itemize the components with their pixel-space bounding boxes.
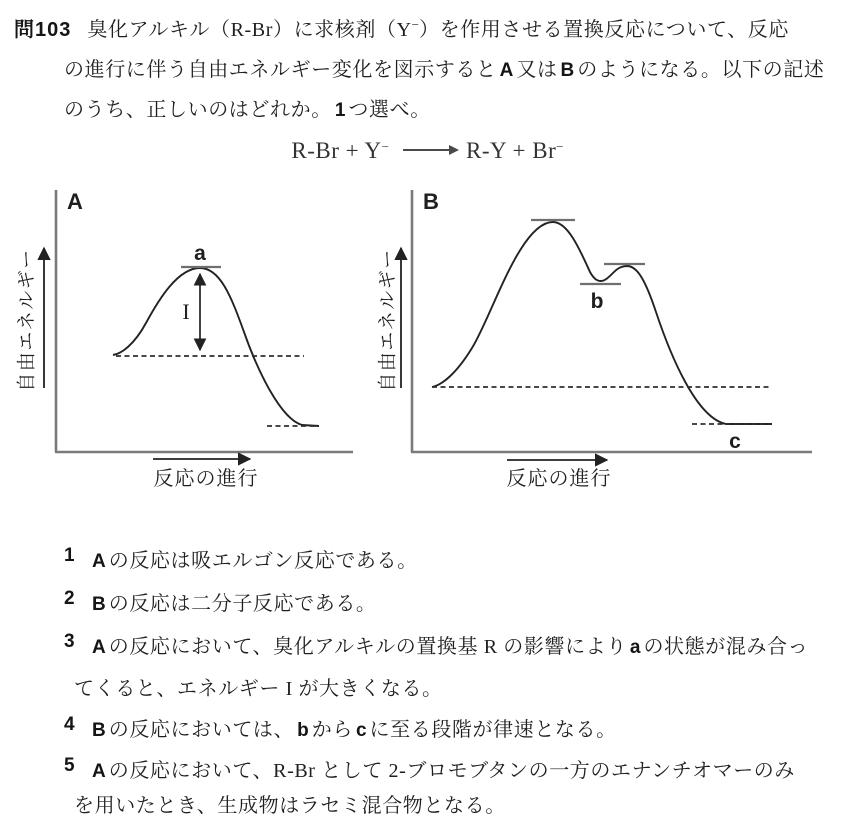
question-line-1 [14, 13, 789, 42]
option-5-number: 5 [64, 755, 75, 776]
option-text: てくると、エネルギー I が大きくなる。 [74, 678, 443, 700]
energy-curve-B [432, 222, 772, 424]
option-text: に至る段階が律速となる。 [369, 719, 617, 741]
option-text: の反応において、R-Br として 2-ブロモブタンの一方のエナンチオマーのみ [108, 760, 795, 782]
option-text: の状態が混み合っ [643, 636, 809, 658]
diagram-ref: A [92, 761, 106, 782]
long-right-arrow-icon [403, 149, 457, 151]
y-axis-label: 自由エネルギー [377, 248, 399, 392]
diagram-ref: B [92, 720, 106, 741]
option-1-number: 1 [64, 545, 75, 566]
x-axis-label: 反応の進行 [506, 468, 612, 490]
question-text: のうち、正しいのはどれか。 [64, 99, 332, 121]
option-text: から [311, 719, 353, 741]
diagram-ref-B: B [560, 60, 575, 81]
choose-one: 1 [334, 100, 346, 121]
option-5-text [92, 754, 795, 783]
option-4-text [92, 713, 617, 742]
diagram-ref: A [92, 551, 106, 572]
option-2-text [92, 587, 377, 616]
superscript-minus: − [411, 17, 419, 32]
figure-title-A: A [67, 189, 83, 214]
intermediate-label-b: b [590, 290, 604, 313]
x-axis-label: 反応の進行 [153, 468, 259, 490]
diagram-ref-A: A [499, 60, 514, 81]
label-ref: a [629, 637, 641, 658]
energy-curve-A [113, 268, 319, 426]
product-label-c: c [729, 430, 741, 453]
option-2-number: 2 [64, 588, 75, 609]
option-1-text [92, 544, 418, 573]
option-3-number: 3 [64, 631, 75, 652]
question-line-2 [64, 53, 824, 82]
figure-title-B: B [423, 189, 439, 214]
equation-left: R-Br + Y [291, 138, 382, 163]
label-ref: b [297, 720, 309, 741]
diagram-ref: A [92, 637, 106, 658]
question-text: 臭化アルキル（R-Br）に求核剤（Y [87, 19, 412, 41]
question-text: の進行に伴う自由エネルギー変化を図示すると [64, 59, 497, 81]
energy-diagram-B [375, 182, 823, 500]
option-3-continuation [74, 672, 443, 701]
superscript-minus: − [381, 139, 389, 154]
option-text: の反応は二分子反応である。 [108, 593, 377, 615]
question-number: 問103 [14, 19, 72, 41]
question-text: 又は [516, 59, 558, 81]
question-text: ）を作用させる置換反応について、反応 [418, 19, 789, 41]
option-text: を用いたとき、生成物はラセミ混合物となる。 [74, 795, 506, 817]
option-4-number: 4 [64, 714, 75, 735]
question-line-3 [64, 93, 431, 122]
option-text: の反応は吸エルゴン反応である。 [108, 550, 418, 572]
option-text: の反応において、臭化アルキルの置換基 R の影響により [108, 636, 627, 658]
y-axis-label: 自由エネルギー [16, 248, 38, 392]
diagram-ref: B [92, 594, 106, 615]
question-text: つ選べ。 [348, 99, 431, 121]
reaction-equation [0, 138, 855, 164]
energy-label-I: I [182, 299, 190, 324]
equation-right: R-Y + Br [466, 138, 557, 163]
superscript-minus: − [556, 139, 564, 154]
energy-diagram-A [10, 182, 375, 500]
question-text: のようになる。以下の記述 [577, 59, 825, 81]
option-5-continuation [74, 789, 506, 818]
option-text: の反応においては、 [108, 719, 295, 741]
label-ref: c [355, 720, 367, 741]
option-3-text [92, 630, 808, 659]
peak-label-a: a [194, 242, 206, 265]
